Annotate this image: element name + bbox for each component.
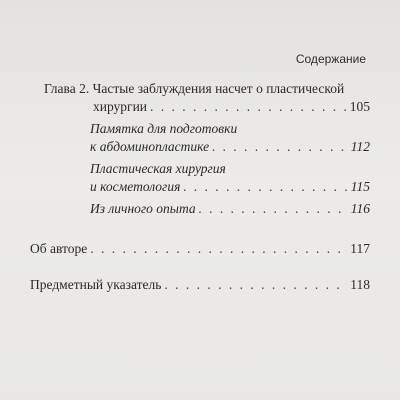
dot-leaders (90, 240, 347, 258)
toc-subentry (30, 200, 370, 218)
subentry-page-number: 116 (350, 201, 370, 216)
dot-leaders (164, 276, 347, 294)
entry-page-number: 117 (350, 241, 370, 256)
dot-leaders (212, 138, 348, 156)
subentry-title: Из личного опыта (90, 201, 196, 216)
toc-entry-about-author (30, 240, 370, 258)
toc-entry-subject-index (30, 276, 370, 294)
subentry-page-number: 115 (350, 179, 370, 194)
entry-title: Предметный указатель (30, 277, 162, 292)
subentry-title-line1: Пластическая хирургия (90, 161, 226, 176)
entry-page-number: 118 (350, 277, 370, 292)
running-header: Содержание (295, 52, 366, 66)
dot-leaders (183, 178, 347, 196)
toc-chapter-entry (30, 80, 370, 116)
subentry-title-line2: и косметология (90, 179, 181, 194)
toc-subentry (30, 160, 370, 196)
chapter-page-number: 105 (349, 99, 370, 114)
chapter-number: Глава 2. (44, 81, 90, 96)
table-of-contents (30, 80, 370, 294)
dot-leaders (199, 200, 348, 218)
subentry-title-line1: Памятка для подготовки (90, 121, 238, 136)
subentry-page-number: 112 (350, 139, 370, 154)
toc-subentry (30, 120, 370, 156)
chapter-title-line1: Частые заблуждения насчет о пластической (92, 81, 345, 96)
subentry-title-line2: к абдоминопластике (90, 139, 210, 154)
entry-title: Об авторе (30, 241, 88, 256)
chapter-title-line2: хирургии (93, 99, 148, 114)
dot-leaders (150, 98, 347, 116)
